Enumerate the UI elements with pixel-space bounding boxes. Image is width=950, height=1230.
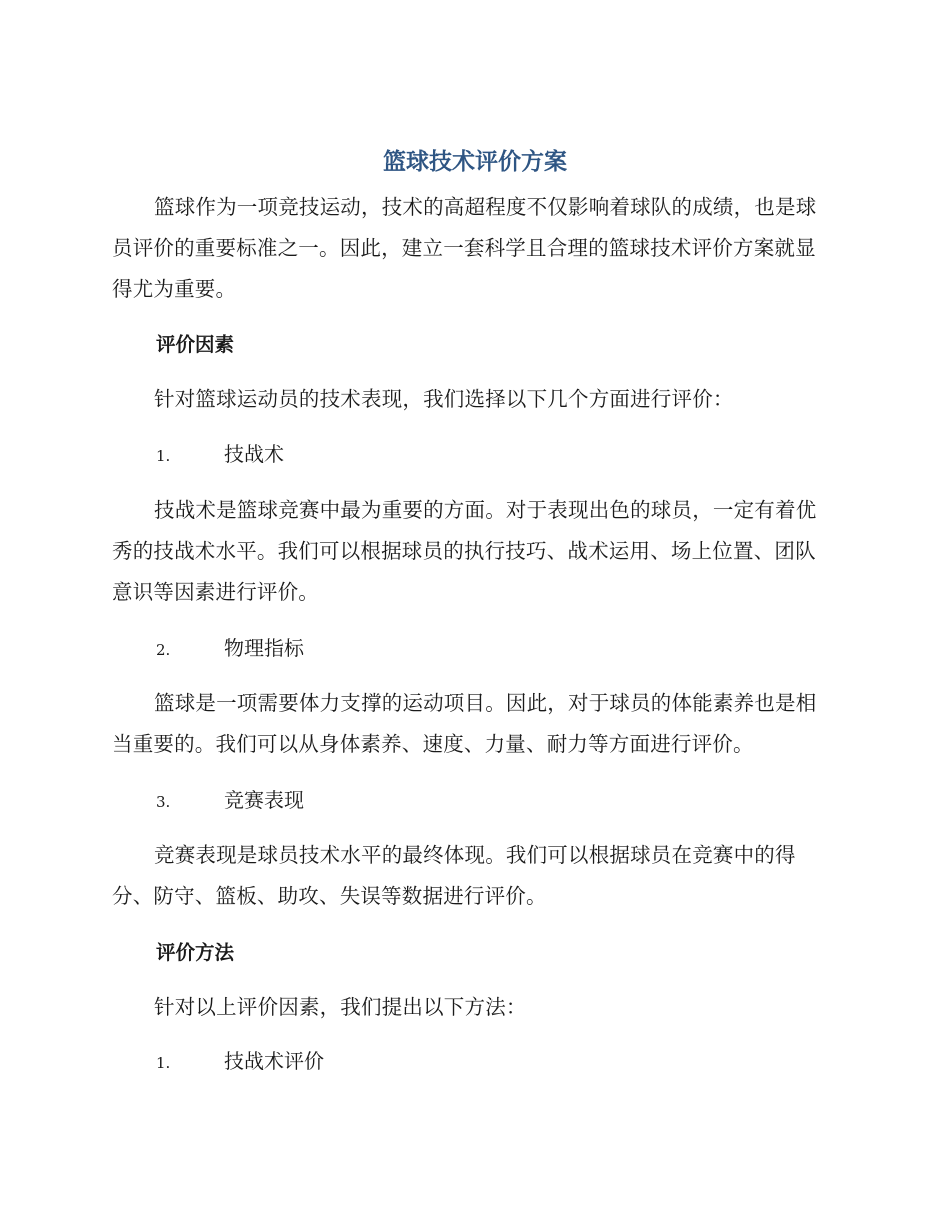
list-label: 物理指标 — [224, 636, 304, 660]
list-number: 1. — [156, 447, 171, 465]
list-item-tactics — [156, 439, 284, 471]
list-number: 1. — [156, 1054, 171, 1072]
list-number: 2. — [156, 641, 171, 659]
list-label: 竞赛表现 — [224, 788, 304, 812]
performance-paragraph: 竞赛表现是球员技术水平的最终体现。我们可以根据球员在竞赛中的得分、防守、篮板、助攻、失误等数据进行评价。 — [112, 843, 796, 908]
physical-paragraph: 篮球是一项需要体力支撑的运动项目。因此，对于球员的体能素养也是相当重要的。我们可以从身体素养、速度、力量、耐力等方面进行评价。 — [112, 691, 817, 756]
list-item-performance — [156, 785, 304, 817]
section-heading-factors: 评价因素 — [156, 333, 235, 356]
list-label: 技战术评价 — [224, 1049, 324, 1073]
list-item-tactics-evaluation — [156, 1046, 324, 1078]
list-label: 技战术 — [224, 442, 284, 466]
document-title: 篮球技术评价方案 — [383, 149, 567, 175]
section-lead-factors: 针对篮球运动员的技术表现，我们选择以下几个方面进行评价： — [154, 387, 734, 411]
tactics-paragraph: 技战术是篮球竞赛中最为重要的方面。对于表现出色的球员，一定有着优秀的技战术水平。我们可以根据球员的执行技巧、战术运用、场上位置、团队意识等因素进行评价。 — [112, 498, 817, 604]
list-item-physical — [156, 633, 304, 665]
intro-paragraph: 篮球作为一项竞技运动，技术的高超程度不仅影响着球队的成绩，也是球员评价的重要标准之一。因此，建立一套科学且合理的篮球技术评价方案就显得尤为重要。 — [112, 195, 817, 301]
section-heading-methods: 评价方法 — [156, 941, 235, 964]
list-number: 3. — [156, 793, 171, 811]
section-lead-methods: 针对以上评价因素，我们提出以下方法： — [154, 995, 527, 1019]
